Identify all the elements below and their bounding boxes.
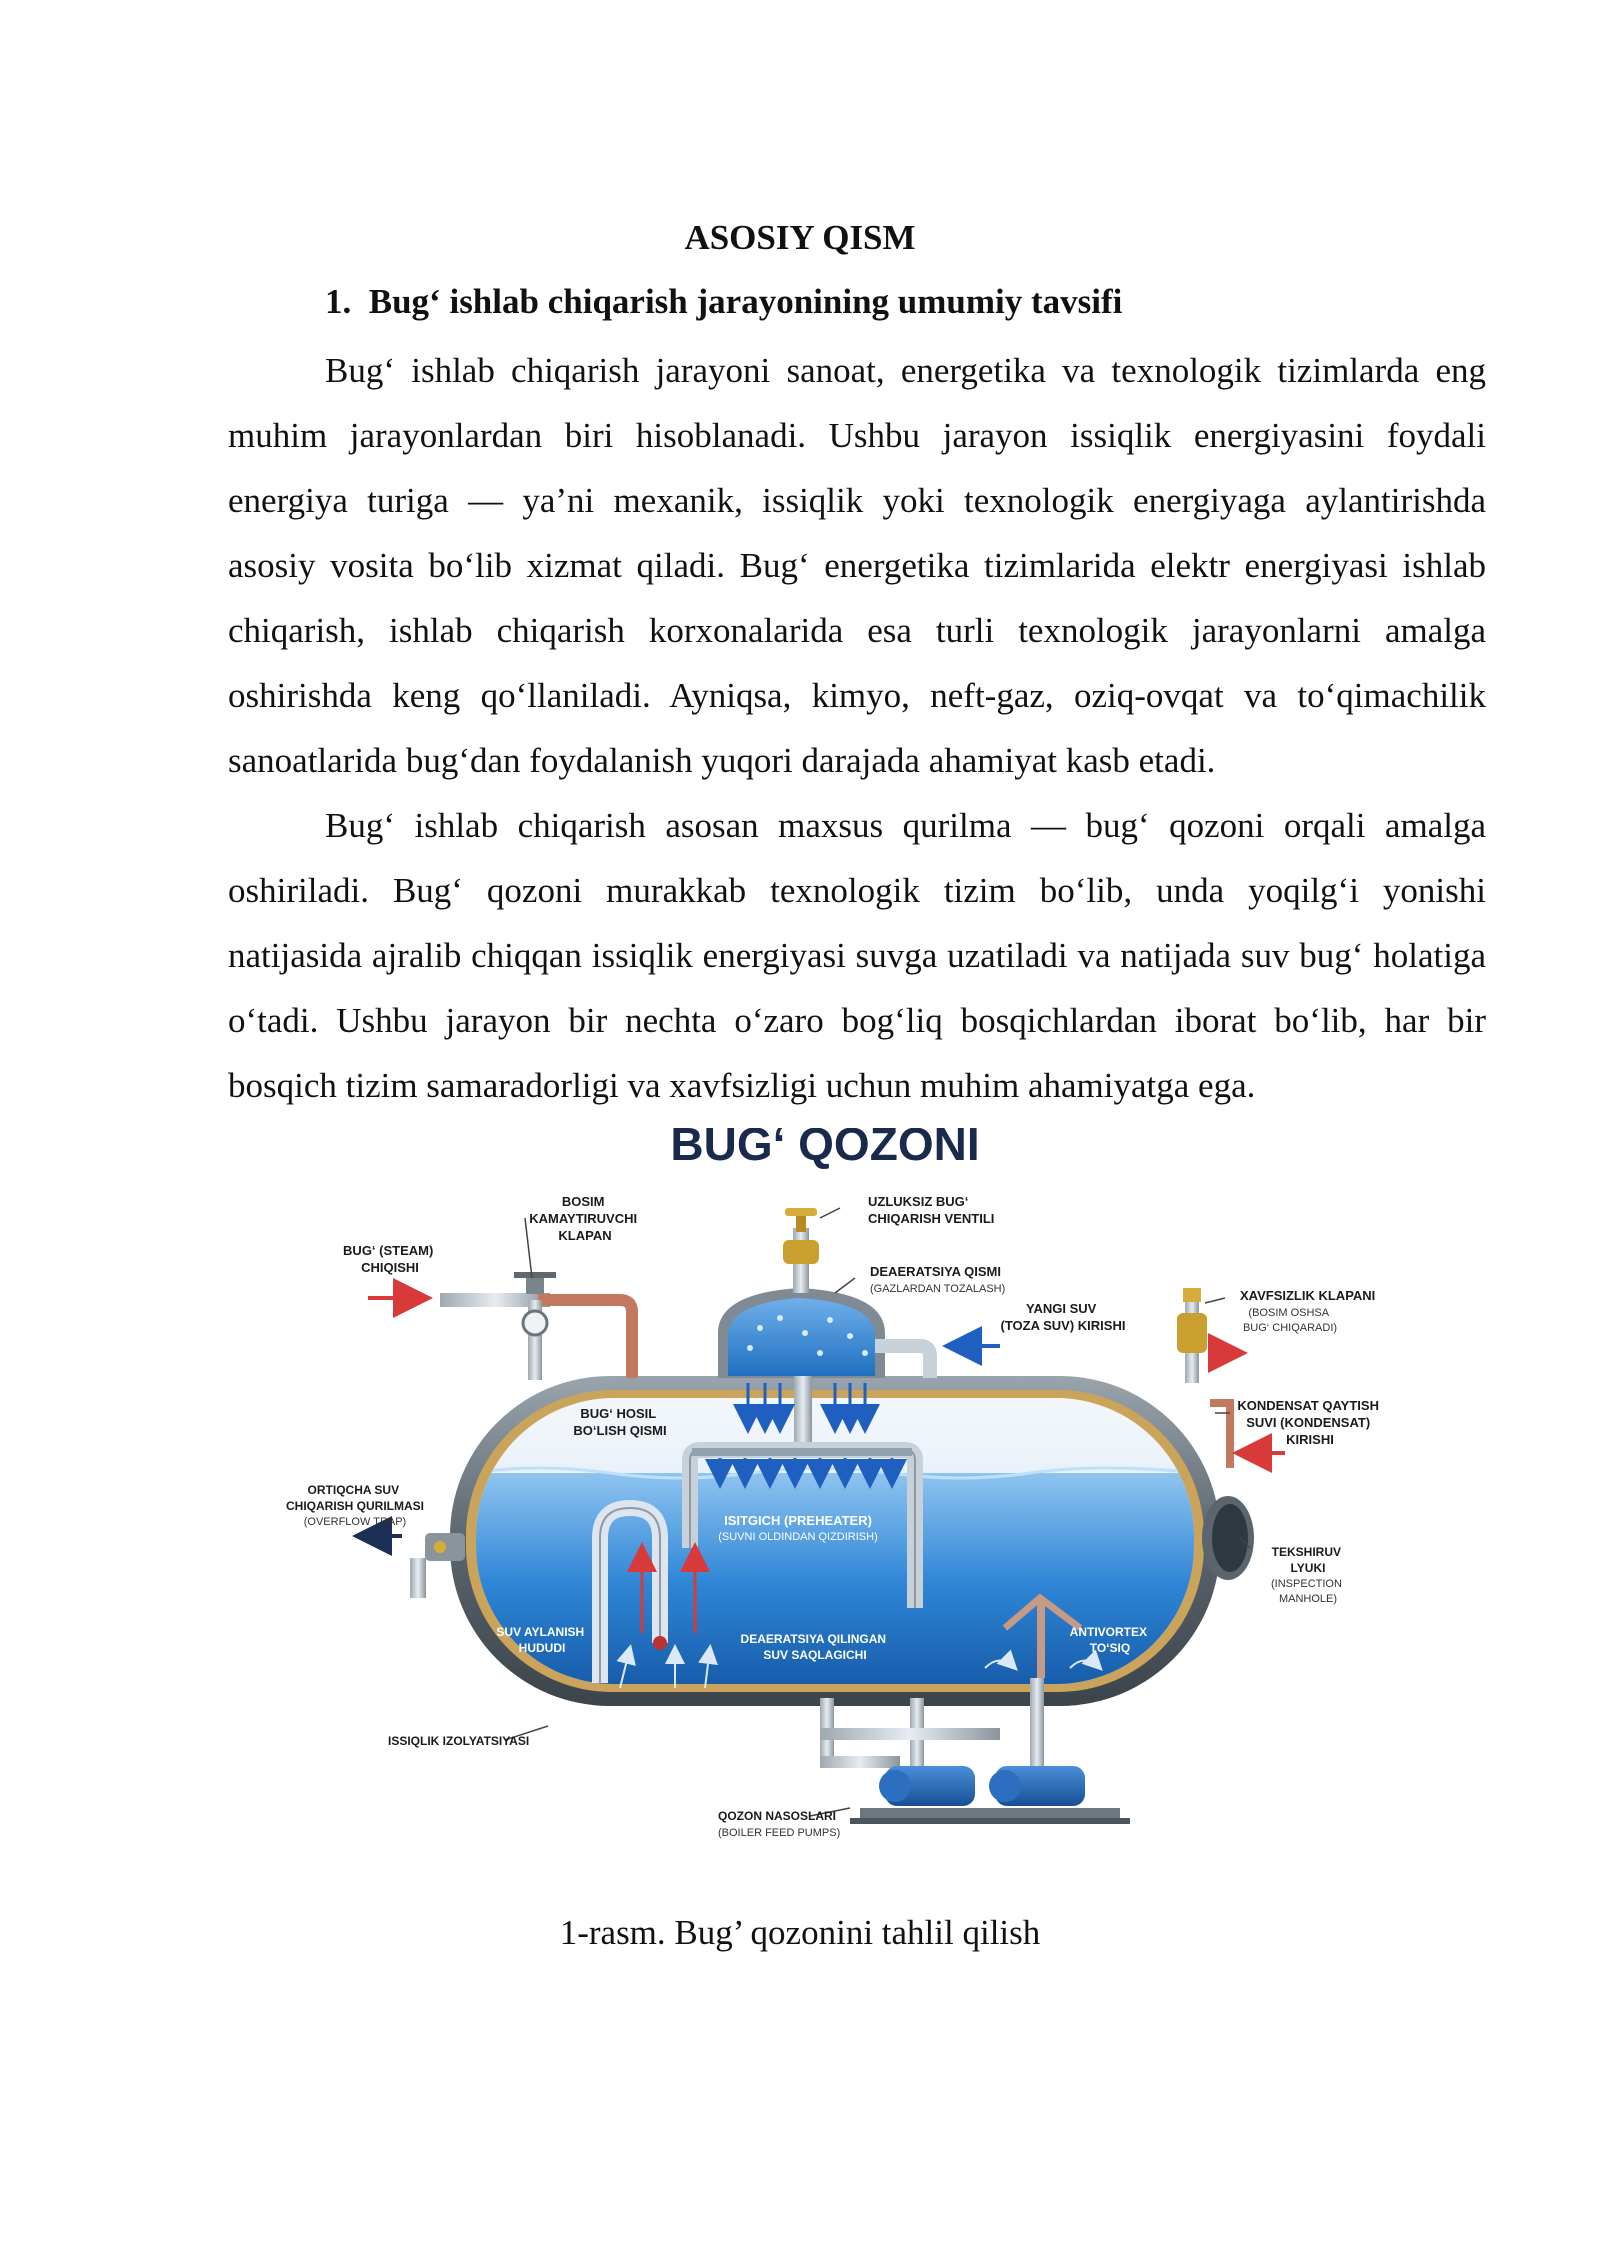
label-new-water: YANGI SUV (TOZA SUV) KIRISHI [1000,1301,1126,1333]
label-deaeration: DEAERATSIYA QISMI [870,1264,1001,1279]
deaerator-dome [718,1288,885,1378]
label-antivortex: ANTIVORTEX TO‘SIQ [1069,1625,1147,1655]
section-title: ASOSIY QISM [684,218,916,257]
boiler-diagram [280,1128,1420,1858]
label-manhole-sub: (INSPECTION MANHOLE) [1271,1578,1342,1605]
subsection-number: 1. [325,282,352,321]
paragraph-2 [228,793,1486,1118]
subsection-title: Bug‘ ishlab chiqarish jarayonining umumiy tavsifi [368,282,1123,321]
steam-outlet-piping [368,1272,632,1380]
label-pumps-sub: (BOILER FEED PUMPS) [718,1827,841,1839]
paragraph-1 [228,338,1486,793]
subsection-heading [325,282,1122,322]
label-storage: DEAERATSIYA QILINGAN SUV SAQLAGICHI [740,1632,887,1662]
label-insulation: ISSIQLIK IZOLYATSIYASI [388,1734,530,1748]
feed-pumps [850,1766,1130,1824]
label-steam-zone: BUG‘ HOSIL BO‘LISH QISMI [573,1406,667,1438]
label-overflow: ORTIQCHA SUV CHIQARISH QURILMASI [286,1483,424,1513]
label-preheater-sub: (SUVNI OLDINDAN QIZDIRISH) [718,1531,878,1543]
label-pressure-valve: BOSIM KAMAYTIRUVCHI KLAPAN [529,1194,638,1243]
label-safety-valve-sub: (BOSIM OSHSA BUG‘ CHIQARADI) [1242,1307,1338,1334]
paragraph-1-text: Bug‘ ishlab chiqarish jarayoni sanoat, energetika va texnologik tizimlarda eng muhim jarayonlardan biri hisoblanadi. Ushbu jarayon issiqlik energiyasini foydali energiya turiga — ya’ni mexanik, issiqlik yoki texnologik energiyaga aylantirishda asosiy vosita bo‘lib xizmat qiladi. Bug‘ energetika tizimlarida elektr energiyasi ishlab chiqarish, ishlab chiqarish korxonalarida esa turli texnologik jarayonlarni amalga oshirishda keng qo‘llaniladi. Ayniqsa, kimyo, neft-gaz, oziq-ovqat va to‘qimachilik sanoatlarida bug‘dan foydalanish yuqori darajada ahamiyat kasb etadi. [228,351,1486,780]
label-deaeration-sub: (GAZLARDAN TOZALASH) [870,1283,1006,1295]
label-preheater: ISITGICH (PREHEATER) [724,1513,872,1528]
label-overflow-sub: (OVERFLOW TRAP) [303,1516,407,1528]
inspection-manhole [1202,1496,1254,1580]
label-safety-valve: XAVFSIZLIK KLAPANI [1240,1288,1376,1303]
label-circulation: SUV AYLANISH HUDUDI [496,1625,585,1655]
label-steam-outlet: BUG‘ (STEAM) CHIQISHI [343,1243,434,1275]
figure-caption: 1-rasm. Bug’ qozonini tahlil qilish [559,1913,1041,1952]
label-pumps: QOZON NASOSLARI [718,1809,837,1823]
paragraph-2-text: Bug‘ ishlab chiqarish asosan maxsus qurilma — bug‘ qozoni orqali amalga oshiriladi. Bug‘ qozoni murakkab texnologik tizim bo‘lib, unda yoqilg‘i yonishi natijasida ajralib chiqqan issiqlik energiyasi suvga uzatiladi va natijada suv bug‘ holatiga o‘tadi. Ushbu jarayon bir nechta o‘zaro bog‘liq bosqichlardan iborat bo‘lib, har bir bosqich tizim samaradorligi va xavfsizligi uchun muhim ahamiyatga ega. [228,806,1486,1105]
overflow-trap [360,1533,465,1598]
continuous-steam-valve [783,1208,819,1293]
label-manhole: TEKSHIRUV LYUKI [1271,1545,1341,1575]
figure-title: BUG‘ QOZONI [670,1128,980,1170]
label-continuous-valve: UZLUKSIZ BUG‘ CHIQARISH VENTILI [868,1194,995,1226]
label-condensate: KONDENSAT QAYTISH SUVI (KONDENSAT) KIRISHI [1237,1398,1379,1447]
